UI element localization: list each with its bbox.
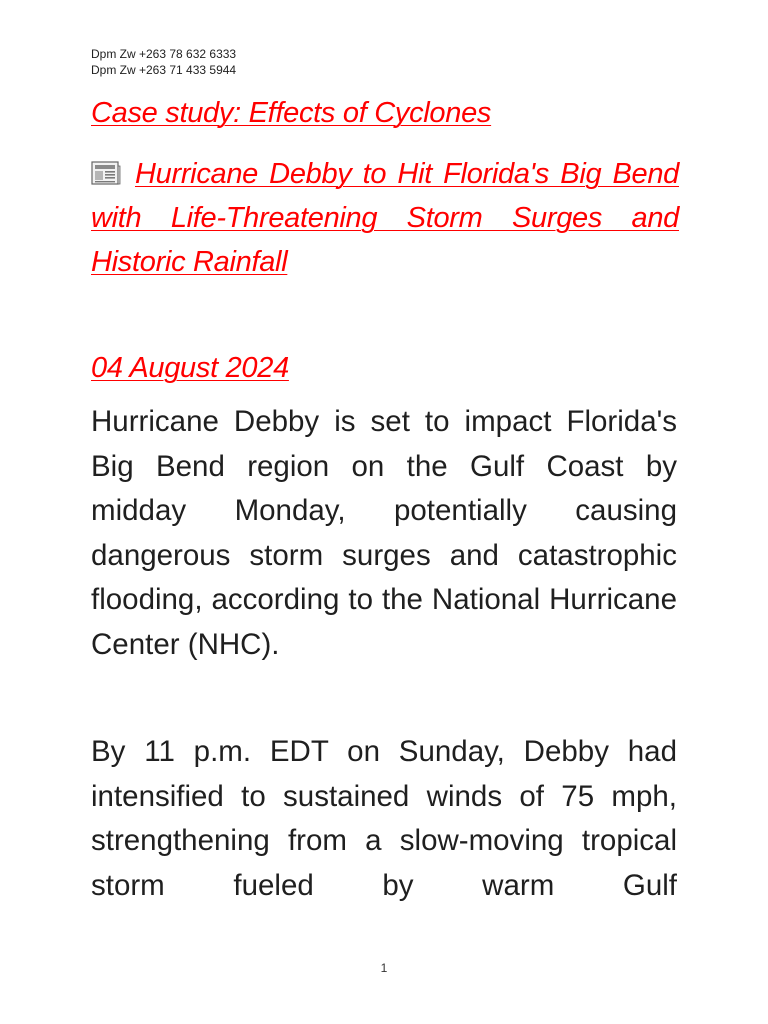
contact-line-2: Dpm Zw +263 71 433 5944 xyxy=(91,63,237,77)
contact-line-1: Dpm Zw +263 78 632 6333 xyxy=(91,47,237,61)
contact-info xyxy=(91,46,236,78)
case-study-title: Case study: Effects of Cyclones xyxy=(91,97,492,129)
page-number: 1 xyxy=(380,961,388,975)
paragraph-2: By 11 p.m. EDT on Sunday, Debby had intensified to sustained winds of 75 mph, strengthening from a slow-moving tropical storm fueled by warm Gulf xyxy=(91,735,677,902)
article-date: 04 August 2024 xyxy=(91,352,289,384)
article-headline xyxy=(91,152,679,284)
headline-text: Hurricane Debby to Hit Florida's Big Bend with Life-Threatening Storm Surges and Historic Rainfall xyxy=(91,158,679,278)
newspaper-icon xyxy=(91,155,121,181)
paragraph-1: Hurricane Debby is set to impact Florida's Big Bend region on the Gulf Coast by midday Monday, potentially causing dangerous storm surges and catastrophic flooding, according to the National Hurricane Center (NHC). xyxy=(91,405,677,661)
